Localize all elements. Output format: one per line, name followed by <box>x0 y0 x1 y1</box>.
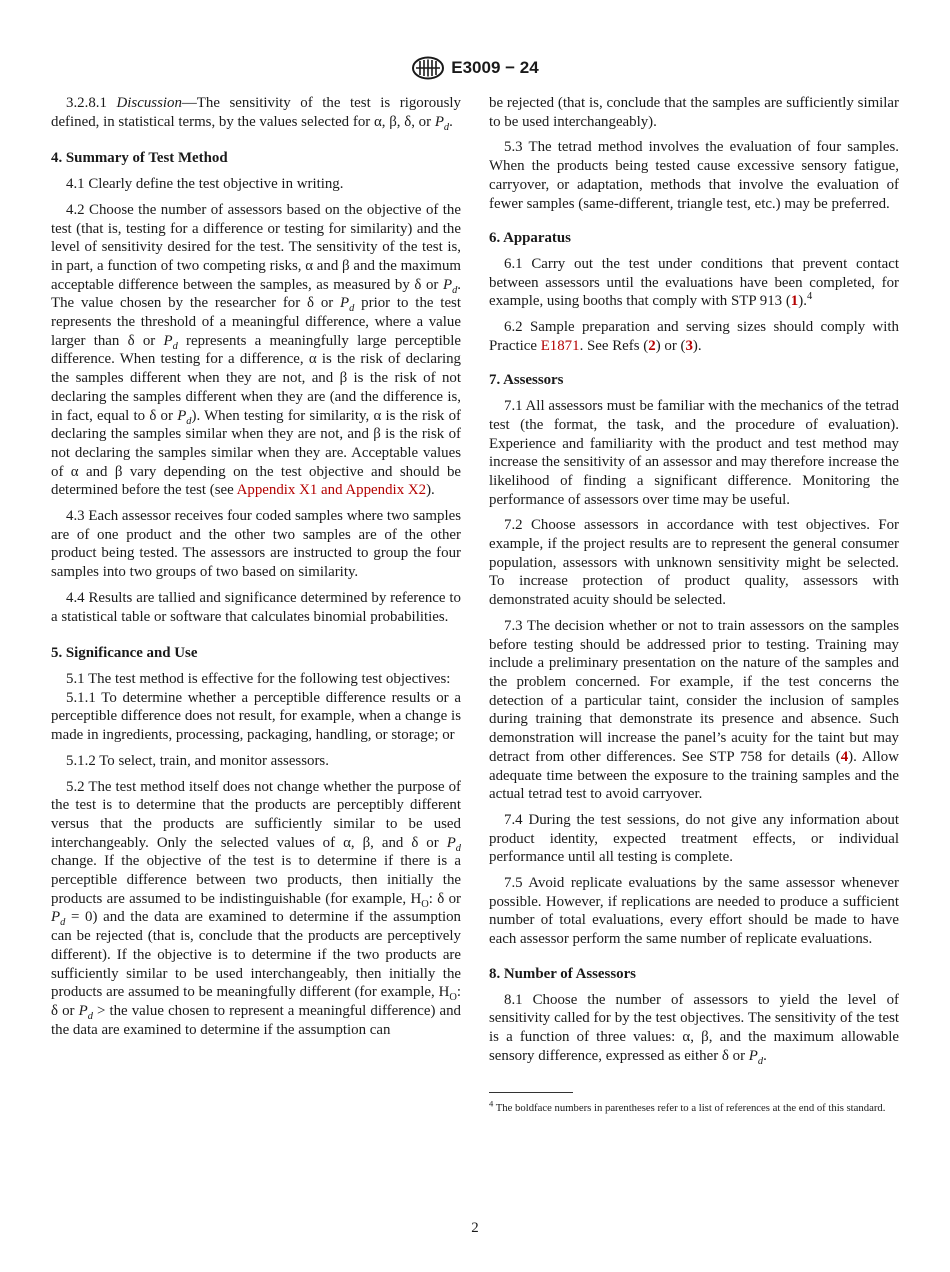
paragraph-8-1: 8.1 Choose the number of assessors to yield the level of sensitivity called for by the test objectives. The sensitivity of the test is a function of three values: α, β, and the maximum allowable sensory difference, expressed as either δ or $P_d$. <box>489 991 899 1067</box>
section-6-heading: 6. Apparatus <box>489 230 571 247</box>
footnote-4: $^4$ The boldface numbers in parentheses refer to a list of references at the end of this standard. <box>489 1098 886 1115</box>
reference-4-link[interactable]: 4 <box>840 748 849 765</box>
paragraph-6-2: 6.2 Sample preparation and serving sizes should comply with Practice E1871. See Refs (2) or (3). <box>489 319 899 354</box>
reference-1-link[interactable]: 1 <box>790 293 799 310</box>
paragraph-4-4: 4.4 Results are tallied and significance determined by reference to a statistical table or software that calculates binomial probabilities. <box>51 589 461 625</box>
section-8-heading: 8. Number of Assessors <box>489 965 636 982</box>
paragraph-6-1: 6.1 Carry out the test under conditions that prevent contact between assessors until the evaluations have been completed, for example, using booths that comply with STP 913 (1).$^4$ <box>489 255 899 310</box>
appendix-link[interactable]: Appendix X1 and Appendix X2 <box>236 482 427 499</box>
reference-3-link[interactable]: 3 <box>685 337 693 354</box>
section-7-heading: 7. Assessors <box>489 372 564 389</box>
document-designation: E3009 − 24 <box>451 58 539 77</box>
section-4-heading: 4. Summary of Test Method <box>51 150 228 167</box>
paragraph-5-1: 5.1 The test method is effective for the following test objectives: <box>66 670 451 687</box>
paragraph-7-4: 7.4 During the test sessions, do not give any information about product identity, expected treatment effects, or individual performance until all testing is complete. <box>489 811 899 866</box>
astm-logo-icon <box>411 56 445 80</box>
paragraph-5-3: 5.3 The tetrad method involves the evaluation of four samples. When the products being tested cause excessive sensory fatigue, carryover, or adaptation, methods that involve the evaluation of fewer samples (same-different, triangle test, etc.) may be preferred. <box>489 139 899 212</box>
e1871-link[interactable]: E1871 <box>540 337 580 354</box>
right-column <box>489 94 899 1116</box>
footnote-4-mark[interactable]: 4 <box>806 291 813 303</box>
reference-2-link[interactable]: 2 <box>648 337 656 354</box>
paragraph-7-3: 7.3 The decision whether or not to train assessors on the samples before testing should be addressed prior to testing. Training may include a preliminary presentation on the nature of the samples and the problem concerned. For example, if the test concerns the detection of a particular taint, consider the inclusion of samples during training that demonstrate its presence and absence. Such demonstration will increase the panel’s acuity for the taint but may detract from other differences. See STP 758 for details (4). Allow adequate time between the exposure to the training samples and the actual tetrad test to avoid carryover. <box>489 617 899 803</box>
paragraph-5-1-2: 5.1.2 To select, train, and monitor assessors. <box>66 752 329 769</box>
paragraph-4-3: 4.3 Each assessor receives four coded samples where two samples are of one product and the other two samples are of the other product being tested. The assessors are instructed to group the four samples into two groups of two based on similarity. <box>51 508 461 581</box>
paragraph-5-2-continued: be rejected (that is, conclude that the samples are sufficiently similar to be used interchangeably). <box>489 95 899 130</box>
left-column <box>51 94 461 1046</box>
page-number: 2 <box>471 1220 479 1236</box>
paragraph-7-5: 7.5 Avoid replicate evaluations by the same assessor whenever possible. However, if replications are needed to produce a sufficient number of total evaluations, every effort should be made to have each assessor perform the same number of replicate evaluations. <box>489 875 899 948</box>
section-5-heading: 5. Significance and Use <box>51 645 198 662</box>
paragraph-7-1: 7.1 All assessors must be familiar with the mechanics of the tetrad test (the format, the task, and the procedure of evaluation). Experience and familiarity with the product and test method may increase the sensitivity of an assessor and may therefore increase the likelihood of finding a significant difference. Monitoring the performance of assessors over time may be useful. <box>489 398 899 508</box>
paragraph-7-2: 7.2 Choose assessors in accordance with test objectives. For example, if the project results are to represent the general consumer population, assessors with unknown sensitivity might be selected. To increase protection of product quality, assessors with demonstrated acuity should be selected. <box>489 517 899 609</box>
paragraph-4-2: 4.2 Choose the number of assessors based on the objective of the test (that is, testing for a difference or testing for similarity) and the level of sensitivity desired for the test. The sensitivity of the test is, in part, a function of two competing risks, α and β and the maximum acceptable difference between the samples, as measured by δ or $P_d$. The value chosen by the researcher for δ or $P_d$ prior to the test represents the threshold of a meaningful difference, where a value larger than δ or $P_d$ represents a meaningfully large perceptible difference. When testing for a difference, α is the risk of declaring the samples different when they are not, and β is the risk of not declaring the samples different when they are (and the difference is, in fact, equal to δ or $P_d$). When testing for similarity, α is the risk of declaring the samples similar when they are not, and β is the risk of not declaring the samples similar when they are. Acceptable values of α and β vary depending on the test objective and should be determined before the test (see Appendix X1 and Appendix X2). <box>51 201 461 499</box>
footnote-divider <box>489 1092 573 1093</box>
page-header <box>0 56 950 82</box>
paragraph-5-2: 5.2 The test method itself does not change whether the purpose of the test is to determine that the products are perceptibly different versus that the products are sufficiently similar to be used interchangeably. Only the selected values of α, β, and δ or $P_d$ change. If the objective of the test is to determine if there is a perceptible difference between two products, then initially the products are assumed to be indistinguishable (for example, $H_O$: δ or $P_d = 0$) and the data are examined to determine if the assumption can be rejected (that is, conclude that the products are perceptively different). If the objective is to determine if the two products are sufficiently similar to be used interchangeably, then initially the products are assumed to be meaningfully different (for example, $H_O$: δ or $P_d$ > the value chosen to represent a meaningful difference) and the data are examined to determine if the assumption can <box>51 778 462 1038</box>
paragraph-5-1-1: 5.1.1 To determine whether a perceptible difference results or a perceptible difference does not result, for example, when a change is made in ingredients, processing, packaging, handling, or storage; or <box>51 689 461 744</box>
paragraph-4-1: 4.1 Clearly define the test objective in writing. <box>66 176 344 193</box>
paragraph-3-2-8-1: 3.2.8.1 Discussion—The sensitivity of the test is rigorously defined, in statistical terms, by the values selected for α, β, δ, or $P_d$. <box>51 95 461 133</box>
